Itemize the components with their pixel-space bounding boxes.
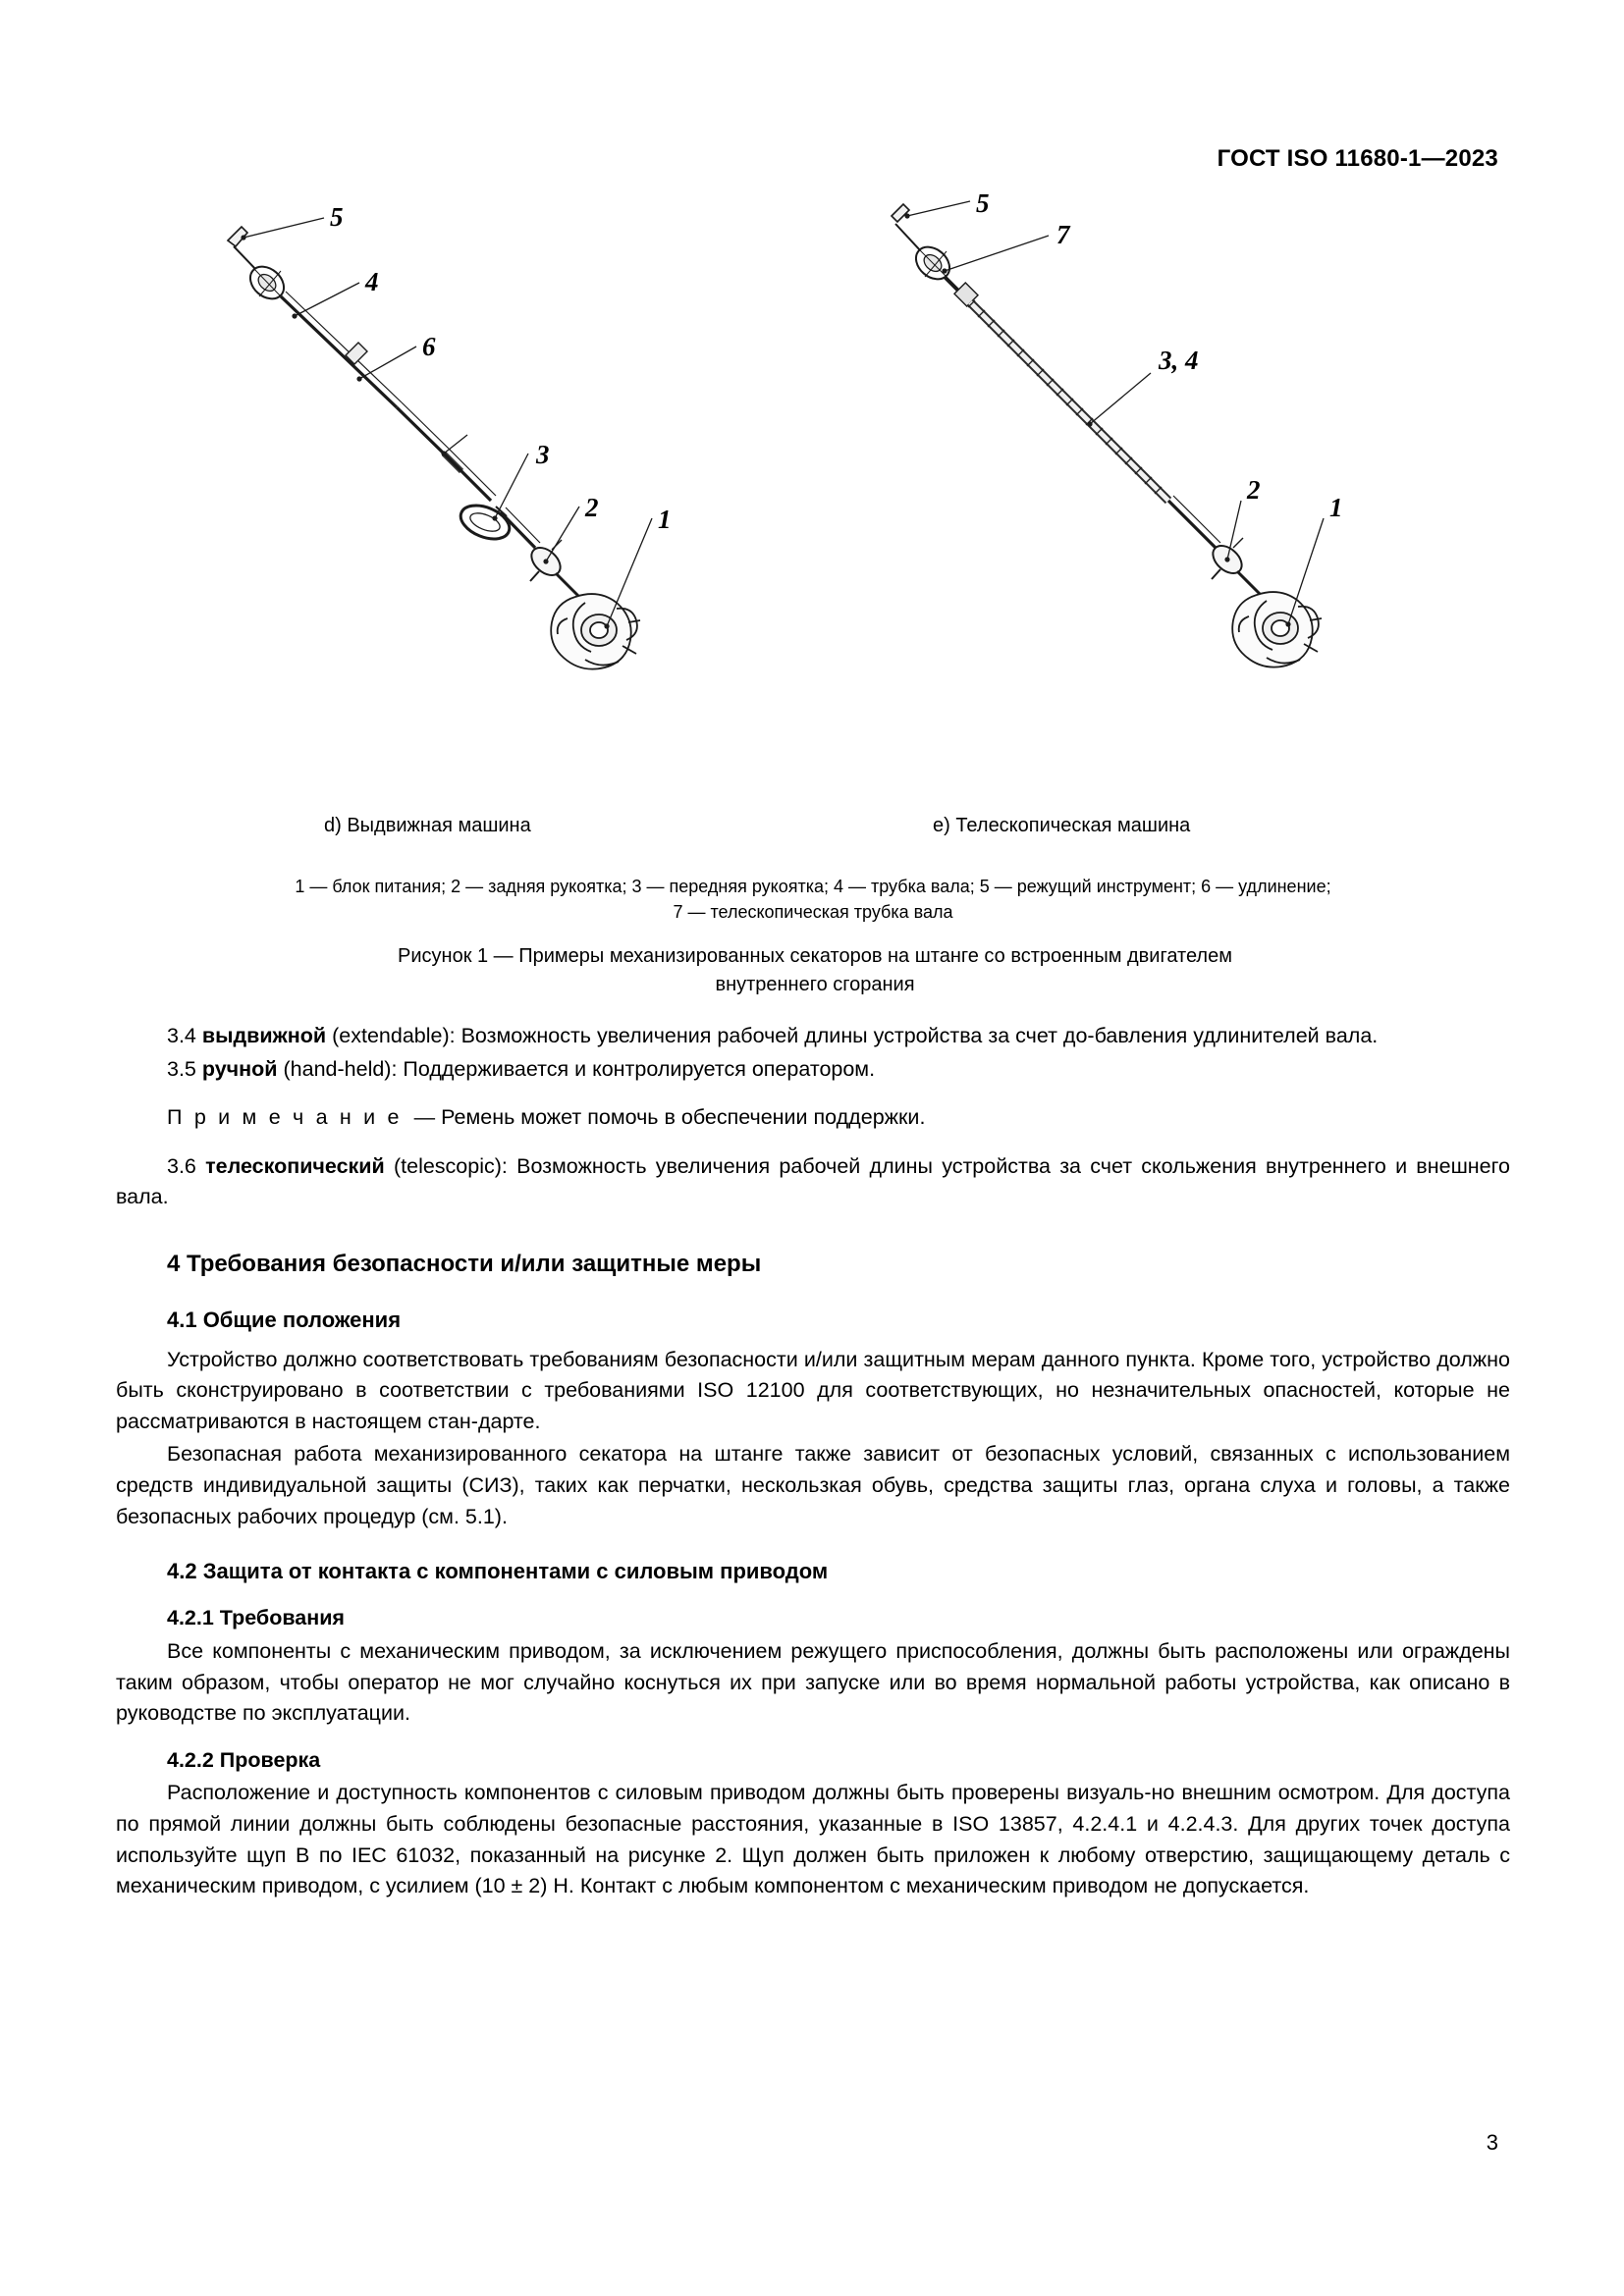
callout-left-6: 6 (422, 332, 436, 361)
figure-1-illustrations (0, 188, 1624, 815)
figure-caption-d: d) Выдвижная машина (324, 815, 531, 836)
document-body (116, 1021, 1510, 1904)
figure-legend-line-2: 7 — телескопическая трубка вала (673, 902, 953, 923)
definition-3-6-text: (telescopic): Возможность увеличения рабочей длины устройства за счет скольжения внутреннего и внешнего вала. (116, 1153, 1510, 1209)
section-4-2-2-heading: 4.2.2 Проверка (167, 1747, 321, 1772)
section-4-1-paragraph-2: Безопасная работа механизированного секатора на штанге также зависит от безопасных условий, связанных с использованием средств индивидуальной защиты (СИЗ), таких как перчатки, нескользкая обувь, средства защиты глаз, органа слуха и головы, а также безопасных рабочих процедур (см. 5.1). (116, 1442, 1510, 1528)
definition-3-6-term: телескопический (205, 1153, 385, 1178)
note-paragraph (116, 1102, 1510, 1134)
callout-left-1: 1 (658, 505, 672, 534)
section-4-2-1-heading: 4.2.1 Требования (167, 1606, 345, 1630)
note-text: — Ремень может помочь в обеспечении поддержки. (413, 1105, 926, 1130)
page-header-standard-id: ГОСТ ISO 11680-1—2023 (1217, 145, 1498, 172)
section-4-2-2-paragraph: Расположение и доступность компонентов с силовым приводом должны быть проверены визуаль-но внешним осмотром. Для доступа по прямой линии должны быть соблюдены безопасные расстояния, указанные в ISO 13857, 4.2.4.1 и 4.2.4.3. Для других точек доступа используйте щуп В по IEC 61032, показанный на рисунке 2. Щуп должен быть приложен к любому отверстию, защищающему деталь с механическим приводом, с усилием (10 ± 2) Н. Контакт с любым компонентом с механическим приводом не допускается. (116, 1781, 1510, 1898)
section-4-1-paragraph-1: Устройство должно соответствовать требованиям безопасности и/или защитным мерам данного пункта. Кроме того, устройство должно быть сконструировано в соответствии с требованиями ISO 12100 для соответствующих, но незначительных опасностей, которые не рассматриваются в настоящем стан-дарте. (116, 1347, 1510, 1433)
definition-3-4-number: 3.4 (167, 1024, 196, 1047)
section-4-2-heading: 4.2 Защита от контакта с компонентами с силовым приводом (167, 1559, 829, 1584)
note-label: П р и м е ч а н и е (167, 1105, 403, 1130)
definition-3-5-number: 3.5 (167, 1056, 196, 1081)
callout-right-7: 7 (1056, 220, 1070, 249)
callout-right-2: 2 (1247, 475, 1261, 505)
figure-legend (116, 874, 1510, 925)
callout-left-5: 5 (330, 202, 344, 232)
definition-3-4-term: выдвижной (201, 1024, 327, 1047)
figure-title-line-2: внутреннего сгорания (715, 974, 915, 995)
definition-3-6-number: 3.6 (167, 1153, 196, 1178)
callout-left-3: 3 (536, 440, 550, 469)
figure-title-line-1: Рисунок 1 — Примеры механизированных секаторов на штанге со встроенным двигателем (398, 945, 1232, 967)
definition-3-4-text: (extendable): Возможность увеличения рабочей длины устройства за счет до-бавления удлинителей вала. (332, 1024, 1379, 1047)
definition-3-5-term: ручной (201, 1056, 278, 1081)
callout-left-2: 2 (585, 493, 599, 522)
section-4-2-1-paragraph: Все компоненты с механическим приводом, за исключением режущего приспособления, должны быть расположены или ограждены таким образом, чтобы оператор не мог случайно коснуться их при запуске или во время нормальной работы устройства, как описано в руководстве по эксплуатации. (116, 1639, 1510, 1726)
figure-caption-e: e) Телескопическая машина (933, 815, 1191, 836)
figure-title (196, 942, 1434, 999)
figure-legend-line-1: 1 — блок питания; 2 — задняя рукоятка; 3 — передняя рукоятка; 4 — трубка вала; 5 — режущий инструмент; 6 — удлинение; (295, 877, 1331, 896)
callout-left-4: 4 (365, 267, 379, 296)
callout-right-34: 3, 4 (1159, 346, 1199, 375)
figure-1-svg (0, 188, 1624, 815)
section-4-heading: 4 Требования безопасности и/или защитные меры (167, 1250, 762, 1277)
section-4-1-heading: 4.1 Общие положения (167, 1308, 402, 1333)
page-number: 3 (1486, 2130, 1498, 2155)
definition-3-4 (116, 1021, 1510, 1052)
definition-3-6 (116, 1151, 1510, 1213)
definition-3-5-text: (hand-held): Поддерживается и контролируется оператором. (283, 1056, 876, 1081)
definition-3-5 (116, 1054, 1510, 1086)
callout-right-1: 1 (1329, 493, 1343, 522)
callout-right-5: 5 (976, 188, 990, 218)
